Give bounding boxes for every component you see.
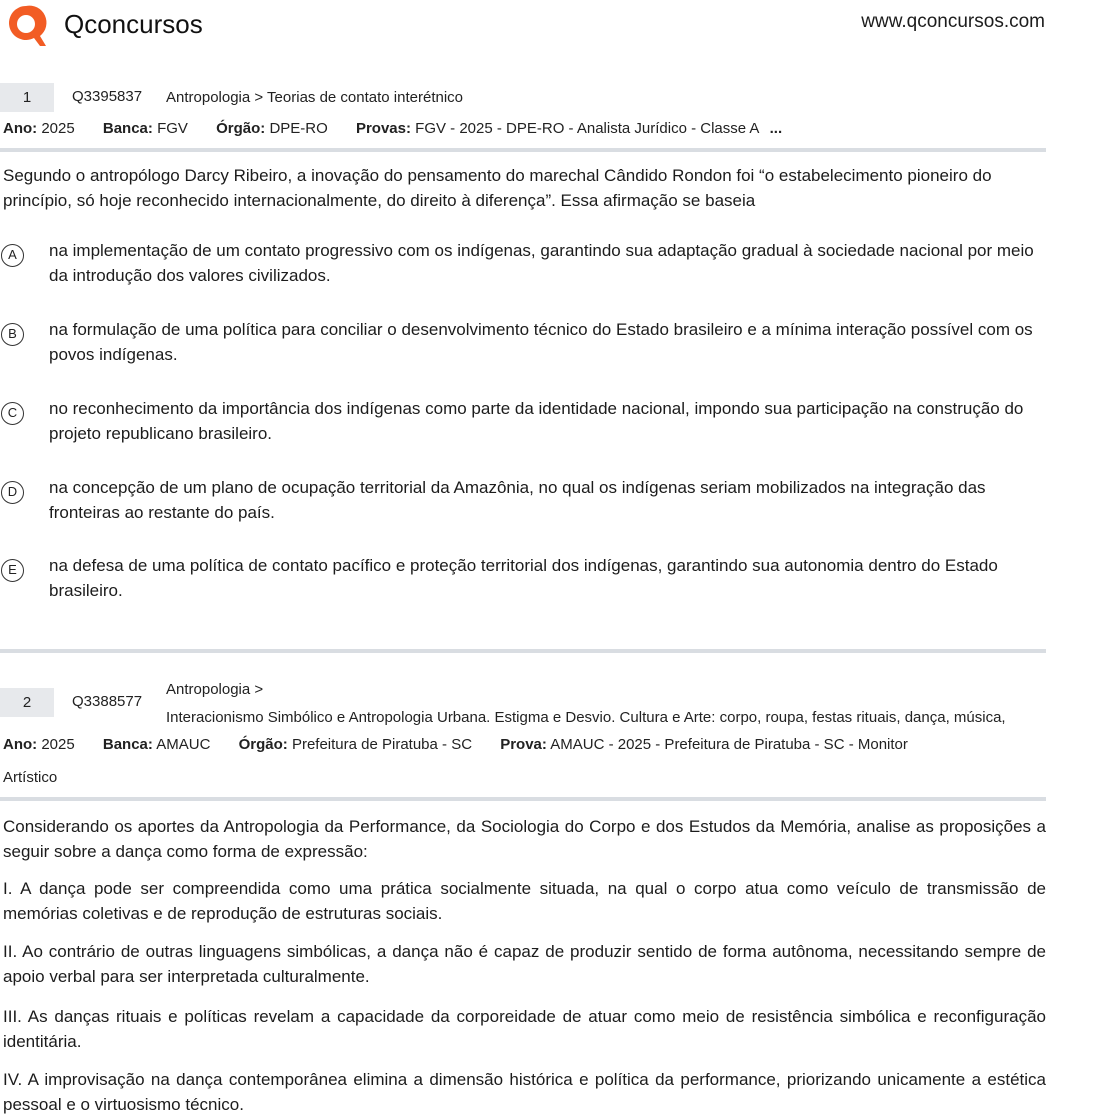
question-id[interactable]: Q3388577 [72, 693, 143, 710]
meta-banca: Banca: AMAUC [102, 736, 211, 753]
proposition-iv: IV. A improvisação na dança contemporânea elimina a dimensão histórica e política da performance, priorizando unicamente a estética pessoal e o virtuosismo técnico. [3, 1070, 1046, 1114]
site-url[interactable]: www.qconcursos.com [861, 11, 1045, 32]
meta-prova: Provas: FGV - 2025 - DPE-RO - Analista Jurídico - Classe A [355, 120, 760, 137]
question-statement: Segundo o antropólogo Darcy Ribeiro, a inovação do pensamento do marechal Cândido Rondon foi “o estabelecimento pioneiro do princípio, só hoje reconhecido internacionalmente, do direito à diferença”. Essa afirmação se baseia [3, 166, 992, 210]
option-text[interactable]: na formulação de uma política para conciliar o desenvolvimento técnico do Estado brasileiro e a mínima interação possível com os povos indígenas. [49, 320, 1033, 364]
divider [0, 797, 1046, 801]
meta-ano: Ano: 2025 [3, 120, 75, 137]
question-subject-detail[interactable]: Interacionismo Simbólico e Antropologia Urbana. Estigma e Desvio. Cultura e Arte: corpo, roupa, festas rituais, dança, música, [166, 709, 1006, 726]
question-statement: Considerando os aportes da Antropologia da Performance, da Sociologia do Corpo e dos Estudos da Memória, analise as proposições a seguir sobre a dança como forma de expressão: [3, 817, 1046, 861]
option-letter-icon[interactable]: C [1, 402, 24, 425]
meta-banca: Banca: FGV [102, 120, 188, 137]
meta-orgao: Órgão: Prefeitura de Piratuba - SC [238, 736, 473, 753]
option-letter-icon[interactable]: A [1, 244, 24, 267]
question-number-badge: 1 [0, 83, 54, 112]
question-number-badge: 2 [0, 688, 54, 717]
option-text[interactable]: na defesa de uma política de contato pacífico e proteção territorial dos indígenas, garantindo sua autonomia dentro do Estado brasileiro. [49, 556, 998, 600]
option-letter-icon[interactable]: E [1, 559, 24, 582]
question-id[interactable]: Q3395837 [72, 88, 143, 105]
question-meta [3, 120, 782, 137]
qconcursos-logo-icon[interactable] [0, 0, 52, 50]
meta-ano: Ano: 2025 [3, 736, 75, 753]
option-letter-icon[interactable]: D [1, 481, 24, 504]
question-subject[interactable]: Antropologia > [166, 681, 264, 698]
brand-name[interactable]: Qconcursos [64, 9, 203, 39]
question-meta [3, 736, 908, 753]
proposition-ii: II. Ao contrário de outras linguagens simbólicas, a dança não é capaz de produzir sentido de forma autônoma, necessitando sempre de apoio verbal para ser interpretada culturalmente. [3, 942, 1046, 986]
meta-orgao: Órgão: DPE-RO [216, 120, 328, 137]
more-exams-button[interactable]: ... [769, 120, 783, 137]
meta-prova-continued[interactable]: Artístico [3, 769, 58, 786]
option-text[interactable]: no reconhecimento da importância dos indígenas como parte da identidade nacional, impondo sua participação na construção do projeto republicano brasileiro. [49, 399, 1024, 443]
divider [0, 148, 1046, 152]
proposition-iii: III. As danças rituais e políticas revelam a capacidade da corporeidade de atuar como meio de resistência simbólica e reconfiguração identitária. [3, 1007, 1046, 1051]
meta-prova: Prova: AMAUC - 2025 - Prefeitura de Piratuba - SC - Monitor [500, 736, 908, 753]
option-text[interactable]: na concepção de um plano de ocupação territorial da Amazônia, no qual os indígenas seriam mobilizados na integração das fronteiras ao restante do país. [49, 478, 986, 522]
question-separator [0, 649, 1046, 653]
proposition-i: I. A dança pode ser compreendida como uma prática socialmente situada, na qual o corpo atua como veículo de transmissão de memórias coletivas e de reprodução de estruturas sociais. [3, 879, 1046, 923]
option-letter-icon[interactable]: B [1, 323, 24, 346]
option-text[interactable]: na implementação de um contato progressivo com os indígenas, garantindo sua adaptação gradual à sociedade nacional por meio da introdução dos valores civilizados. [49, 241, 1034, 285]
question-subject[interactable]: Antropologia > Teorias de contato interétnico [166, 89, 464, 106]
